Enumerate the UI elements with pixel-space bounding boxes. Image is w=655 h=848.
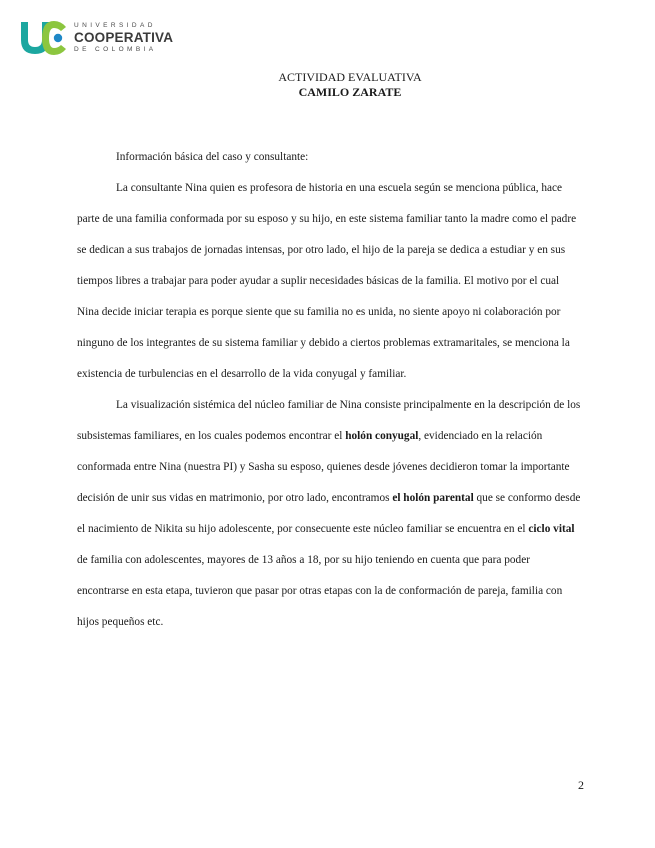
paragraph-1: La consultante Nina quien es profesora de historia en una escuela según se menciona pública, hace parte de una familia conformada por su esposo y su hijo, en este sistema familiar tanto la madre como el padre se dedican a sus trabajos de jornadas intensas, por otro lado, el hijo de la pareja se dedica a estudiar y en sus tiempos libres a trabajar para poder ayudar a suplir necesidades básicas de la familia. El motivo por el cual Nina decide iniciar terapia es porque siente que su familia no es unida, no siente apoyo ni colaboración por ninguno de los integrantes de su sistema familiar y debido a ciertos problemas extramaritales, se menciona la existencia de turbulencias en el desarrollo de la vida conyugal y familiar. (77, 182, 577, 380)
document-header (0, 70, 655, 100)
bold-ciclo-vital: ciclo vital (528, 523, 575, 535)
university-logo (18, 18, 173, 58)
paragraph-2-text-e: de familia con adolescentes, mayores de 13 años a 18, por su hijo teniendo en cuenta que para poder encontrarse en esta etapa, tuvieron que pasar por otras etapas con la de conformación de pareja, familia con hijos pequeños etc. (77, 554, 563, 628)
logo-line-cooperativa: COOPERATIVA (74, 30, 174, 46)
logo-line-colombia: DE COLOMBIA (74, 45, 157, 53)
document-title: ACTIVIDAD EVALUATIVA (278, 70, 422, 84)
section-heading: Información básica del caso y consultante: (116, 151, 309, 163)
paragraph-2-text-a: La visualización sistémica del núcleo familiar de Nina consiste principalmente en la descripción de los subsistemas familiares, en los cuales podemos encontrar el (77, 399, 581, 442)
university-logo-icon (18, 18, 68, 58)
paragraph-2-text-d: que se conformo desde el nacimiento de Nikita su hijo adolescente, por consecuente este núcleo familiar se encuentra en el (77, 492, 581, 535)
paragraph-2-text-c: , evidenciado en la relación conformada entre Nina (nuestra PI) y Sasha su esposo, quienes desde jóvenes decidieron tomar la importante decisión de unir sus vidas en matrimonio, por otro lado, encontramos (77, 430, 570, 504)
bold-holon-conyugal: holón conyugal (345, 430, 419, 442)
page-number: 2 (578, 778, 584, 792)
bold-holon-parental: el holón parental (392, 492, 474, 504)
logo-wordmark (74, 23, 173, 54)
paragraph-2 (77, 390, 582, 638)
logo-line-universidad: UNIVERSIDAD (74, 21, 156, 29)
document-author: CAMILO ZARATE (298, 85, 402, 99)
document-body (77, 142, 582, 638)
